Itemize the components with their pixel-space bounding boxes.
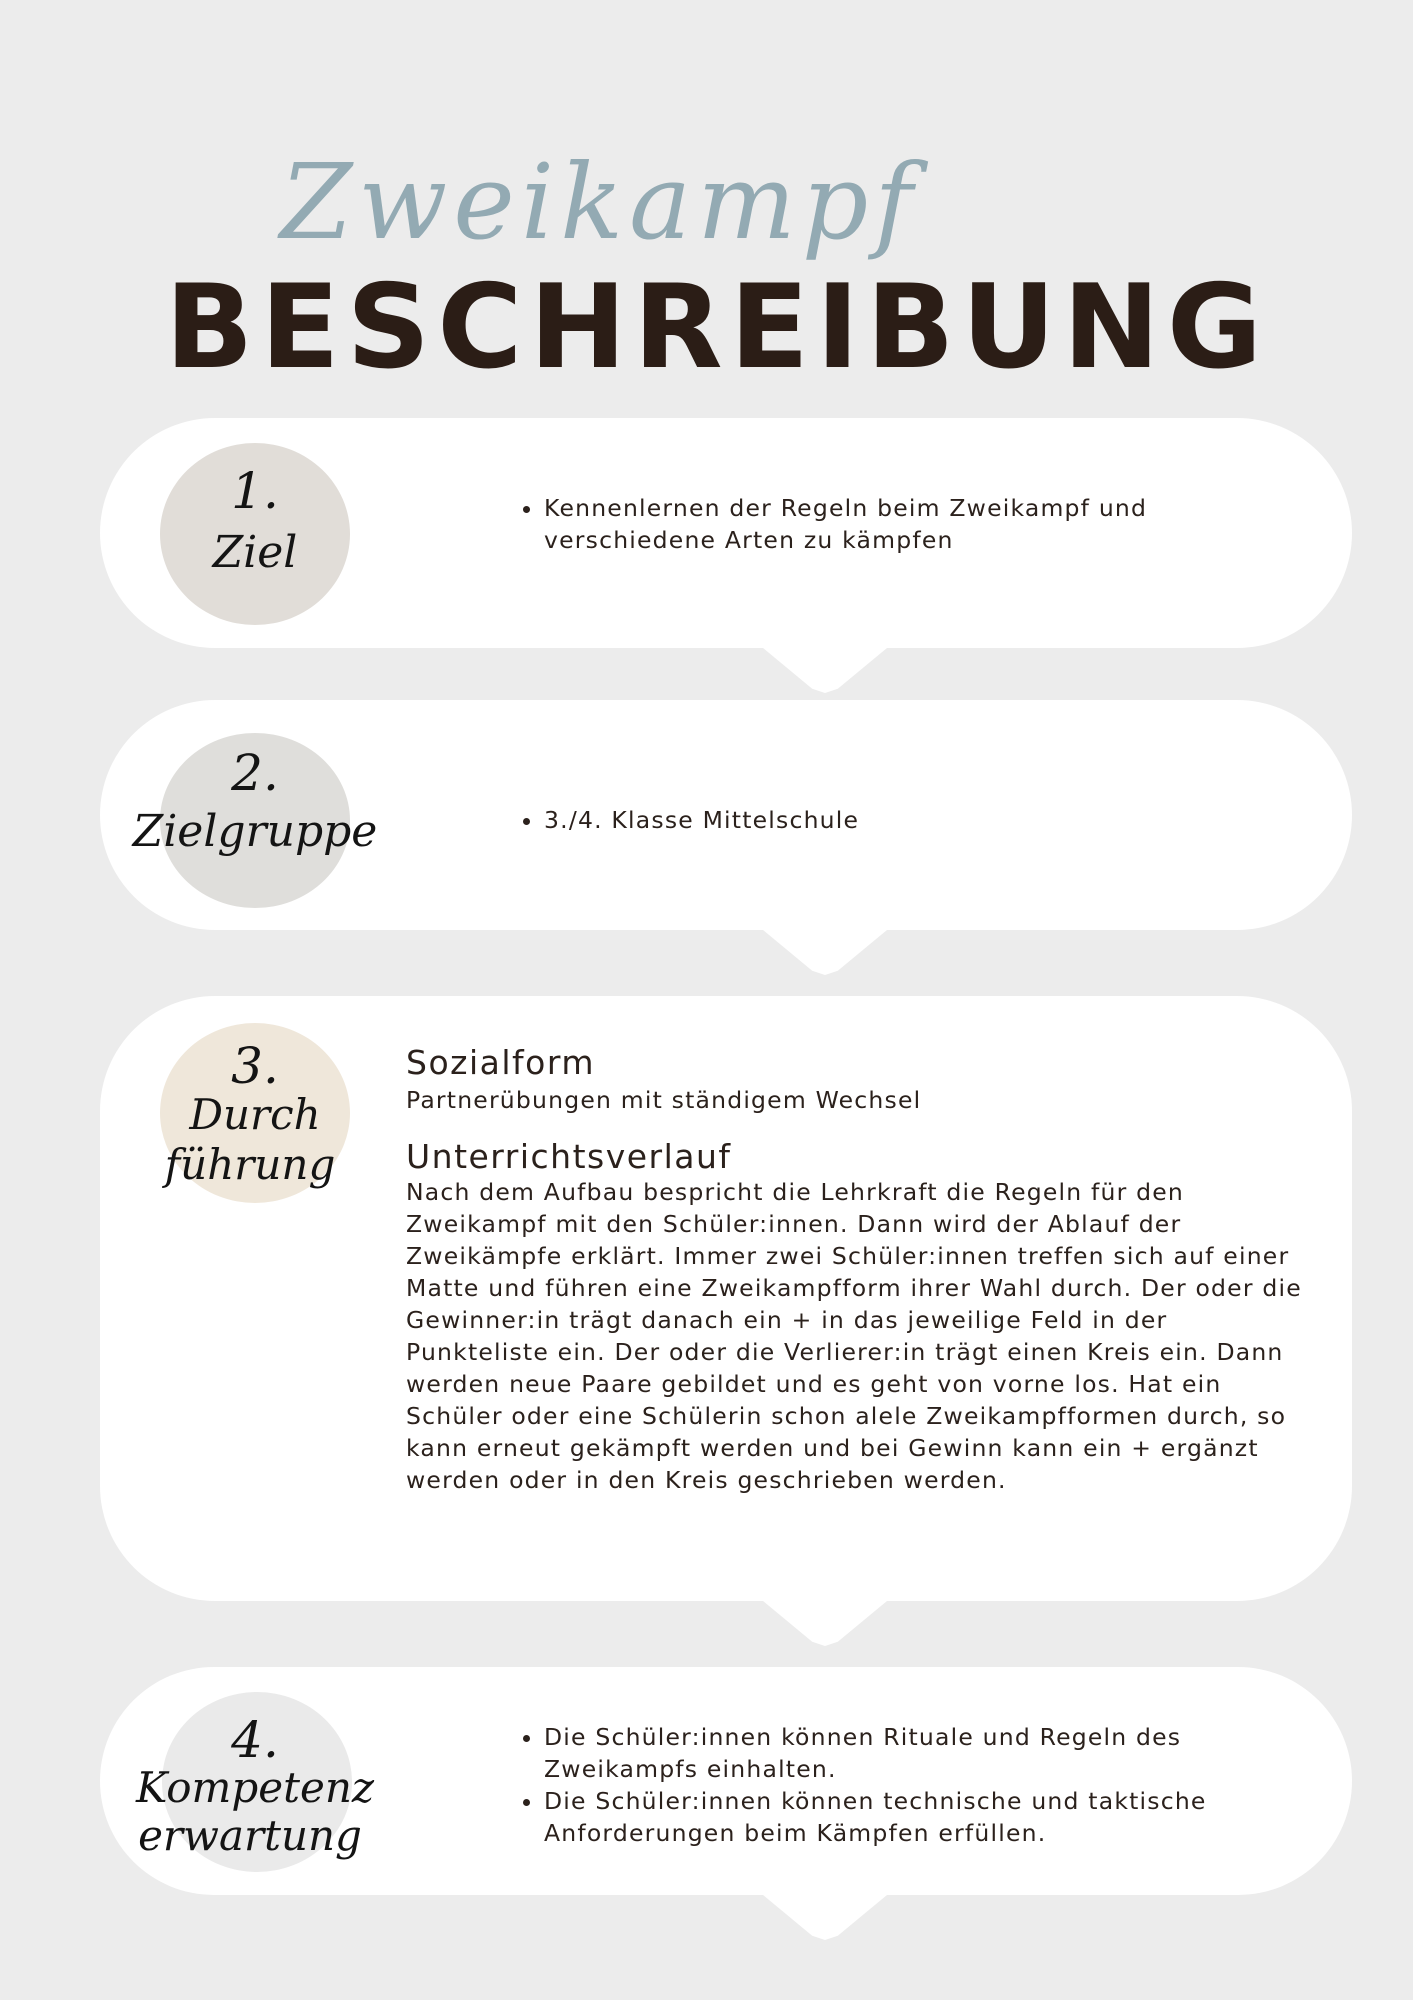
section-card-kompetenzerwartung xyxy=(100,1667,1352,1895)
card-pointer xyxy=(745,915,905,975)
card-pointer xyxy=(745,1880,905,1940)
section-bullets xyxy=(512,1721,1304,1849)
section-number: 3. xyxy=(231,1037,279,1095)
section-card-ziel xyxy=(100,418,1352,648)
verlauf-text: Nach dem Aufbau bespricht die Lehrkraft die Regeln für den Zweikampf mit den Schüler:innen. Dann wird der Ablauf der Zweikämpfe erklärt. Immer zwei Schüler:innen treffen sich auf einer Matte und führen eine Zweikampfform ihrer Wahl durch. Der oder die Gewinner:in trägt danach ein + in das jeweilige Feld in der Punkteliste ein. Der oder die Verlierer:in trägt einen Kreis ein. Dann werden neue Paare gebildet und es geht von vorne los. Hat ein Schüler oder eine Schülerin schon alele Zweikampfformen durch, so kann erneut gekämpft werden und bei Gewinn kann ein + ergänzt werden oder in den Kreis geschrieben werden. xyxy=(406,1177,1302,1494)
section-number: 1. xyxy=(231,462,279,520)
section-number: 2. xyxy=(231,744,279,802)
page-title: BESCHREIBUNG xyxy=(165,260,1270,395)
section-label-line1: Kompetenz xyxy=(135,1763,374,1812)
list-item: • Kennenlernen der Regeln beim Zweikampf und verschiedene Arten zu kämpfen xyxy=(544,492,1244,556)
section-card-durchfuehrung xyxy=(100,996,1352,1601)
section-label-line1: Durch xyxy=(189,1090,321,1139)
card-pointer xyxy=(745,633,905,693)
sozialform-text: Partnerübungen mit ständigem Wechsel xyxy=(406,1085,922,1114)
sozialform-heading: Sozialform xyxy=(406,1043,595,1082)
list-item: • 3./4. Klasse Mittelschule xyxy=(544,804,1244,836)
section-label-line2: führung xyxy=(164,1140,336,1189)
card-pointer xyxy=(745,1586,905,1646)
section-bullets xyxy=(512,804,1244,836)
script-title: Zweikampf xyxy=(280,141,919,263)
section-label-line2: erwartung xyxy=(138,1811,362,1860)
section-bullets xyxy=(512,492,1244,556)
section-label: Ziel xyxy=(212,527,298,578)
list-item: • Die Schüler:innen können technische und taktische Anforderungen beim Kämpfen erfüllen. xyxy=(544,1785,1304,1849)
verlauf-heading: Unterrichtsverlauf xyxy=(406,1136,732,1176)
section-card-zielgruppe xyxy=(100,700,1352,930)
section-label: Zielgruppe xyxy=(132,806,378,857)
section-number: 4. xyxy=(231,1711,279,1769)
list-item: • Die Schüler:innen können Rituale und Regeln des Zweikampfs einhalten. xyxy=(544,1721,1304,1785)
section-content xyxy=(406,1044,1306,1496)
